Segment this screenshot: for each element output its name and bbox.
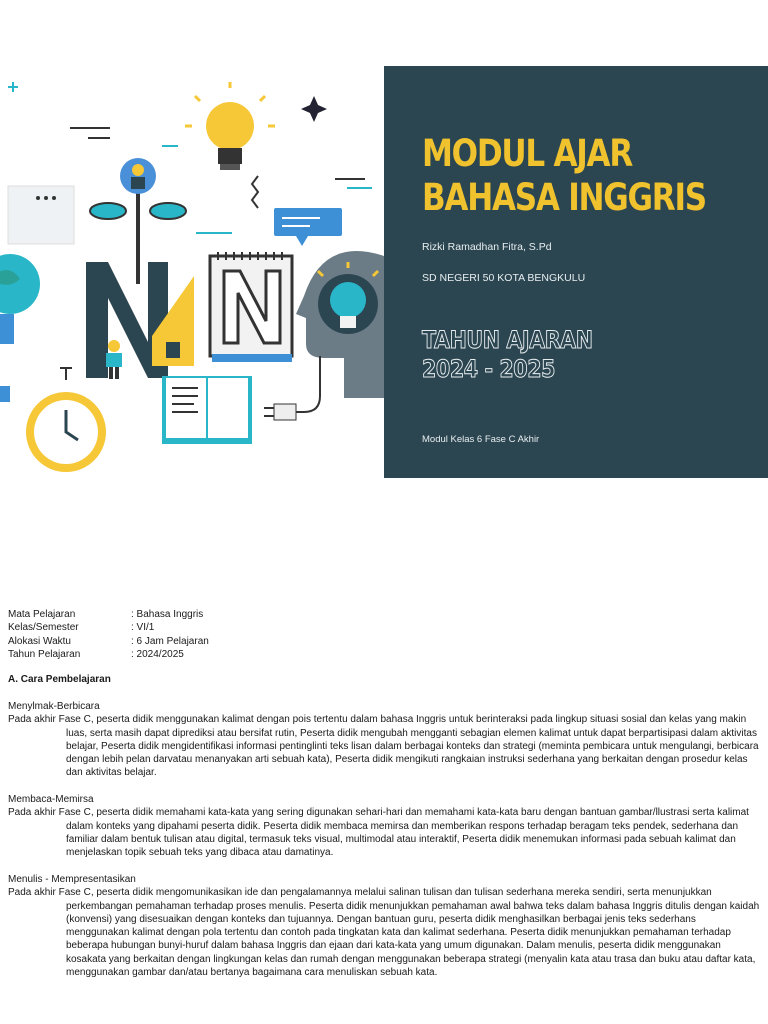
info-row (8, 621, 209, 634)
cover-title (422, 132, 706, 220)
sparkle-icon (8, 82, 327, 122)
cover-modul-label: Modul Kelas 6 Fase C Akhir (422, 434, 540, 445)
cover-title-panel (384, 66, 768, 478)
cover-banner (0, 66, 768, 478)
globe-icon (0, 254, 40, 314)
paragraph-heading: Membaca-Memirsa (8, 794, 94, 805)
paragraph-body: Pada akhir Fase C, peserta didik mengomunikasikan ide dan pengalamannya melalui salinan tulisan dan tulisan sederhana mereka sendiri, serta menunjukkan perkembangan pemahaman terhadap proses menulis. Peserta didik menunjukkan pemahaman awal bahwa teks dalam bahasa Inggris ditulis dengan kaidah (konvensi) yang disesuaikan dengan konteks dan tujuannya. Dengan bantuan guru, peserta didik menghasilkan berbagai jenis teks sederhans menggunakan kalimat dengan pola tertentu dan contoh pada tingkatan kata dan kalimat sederhana. Peserta didik menunjukkan pemahaman terhadap beberapa hubungan bunyi-huruf dalam bahasa Inggris dan ejaan dari kata-kata yang umum digunakan. Dalam menulis, peserta didik menggunakan kosakata yang berkaitan dengan lingkungan kelas dan rumah dengan menggunakan beberapa strategi (menyalin kata atau trasa dan buku atau daftar kata, menggunakan gambar dan/atau bertanya bagaimana cara menuliskan sebuah kata. (8, 887, 760, 979)
paragraph-heading: Menulis - Mempresentasikan (8, 874, 136, 885)
lightbulb-icon (185, 82, 275, 170)
info-key: Alokasi Waktu (8, 635, 71, 647)
info-row (8, 608, 209, 621)
paragraph-membaca (8, 793, 760, 859)
info-value: : 6 Jam Pelajaran (131, 635, 209, 647)
info-value: : VI/1 (131, 622, 155, 634)
paragraph-body: Pada akhir Fase C, peserta didik menggunakan kalimat dengan pois tertentu dalam bahasa Inggris untuk berinteraksi pada lingkup situasi sosial dan kelas yang makin luas, serta masih dapat diprediksi atau bersifat rutin, Peserta didik mengubah mengganti sebagian elemen kalimat untuk dapat berpartisipasi dalam aktivitas belajar, Peserta didik mengidentifikasi informasi pentinglinti teks lisan dalam berbagai konteks dan strategi (meminta pembicara untuk mengulangi, berbicara dengan lebih pelan darvatau menanyakan arti sebuah kata), Peserta didik mengikuti rangkaian instruksi sederhana yang berkaitan dengan prosedur kelas dan aktivitas belajar. (8, 714, 759, 779)
paragraph-menulis (8, 873, 760, 979)
cover-school: SD NEGERI 50 KOTA BENGKULU (422, 272, 586, 284)
info-value: : Bahasa Inggris (131, 609, 204, 620)
clock-icon (26, 392, 106, 472)
head-icon (296, 251, 384, 398)
section-heading: A. Cara Pembelajaran (8, 674, 111, 685)
chat-bubble-icon (274, 208, 342, 246)
cover-year (422, 326, 593, 384)
cover-author: Rizki Ramadhan Fitra, S.Pd (422, 241, 552, 253)
cover-illustration (0, 66, 384, 478)
paragraph-body: Pada akhir Fase C, peserta didik memahami kata-kata yang sering digunakan sehari-hari dan memahami kata-kata baru dengan bantuan gambar/llustrasi serta kalimat dalam konteks yang dipahami peserta didik. Peserta didik membaca memirsa dan memberikan respons terhadap beragam teks pendek, sederhana dan familiar dalam bentuk tulisan atau digital, termasuk teks visual, multimodal atau interaktif, Peserta didik menemukan informasi pada sebuah kalimat dan menjelaskan topik sebuah teks yang dibaca atau damatinya. (8, 807, 749, 859)
cover-year-line1: TAHUN AJARAN (422, 326, 593, 354)
info-row (8, 648, 209, 661)
paragraph-menyimak (8, 700, 760, 780)
info-key: Kelas/Semester (8, 622, 79, 634)
info-row (8, 635, 209, 648)
cover-title-line1: MODUL AJAR (422, 132, 633, 175)
info-value: : 2024/2025 (131, 648, 184, 660)
info-key: Tahun Pelajaran (8, 648, 81, 660)
book-icon (162, 376, 252, 444)
cover-year-line2: 2024 - 2025 (422, 355, 556, 383)
info-table (8, 608, 209, 661)
person-icon (106, 340, 122, 379)
plug-icon (264, 356, 320, 420)
paragraph-heading: Menylmak-Berbicara (8, 701, 100, 712)
cover-title-line2: BAHASA INGGRIS (422, 176, 706, 219)
info-key: Mata Pelajaran (8, 609, 76, 620)
